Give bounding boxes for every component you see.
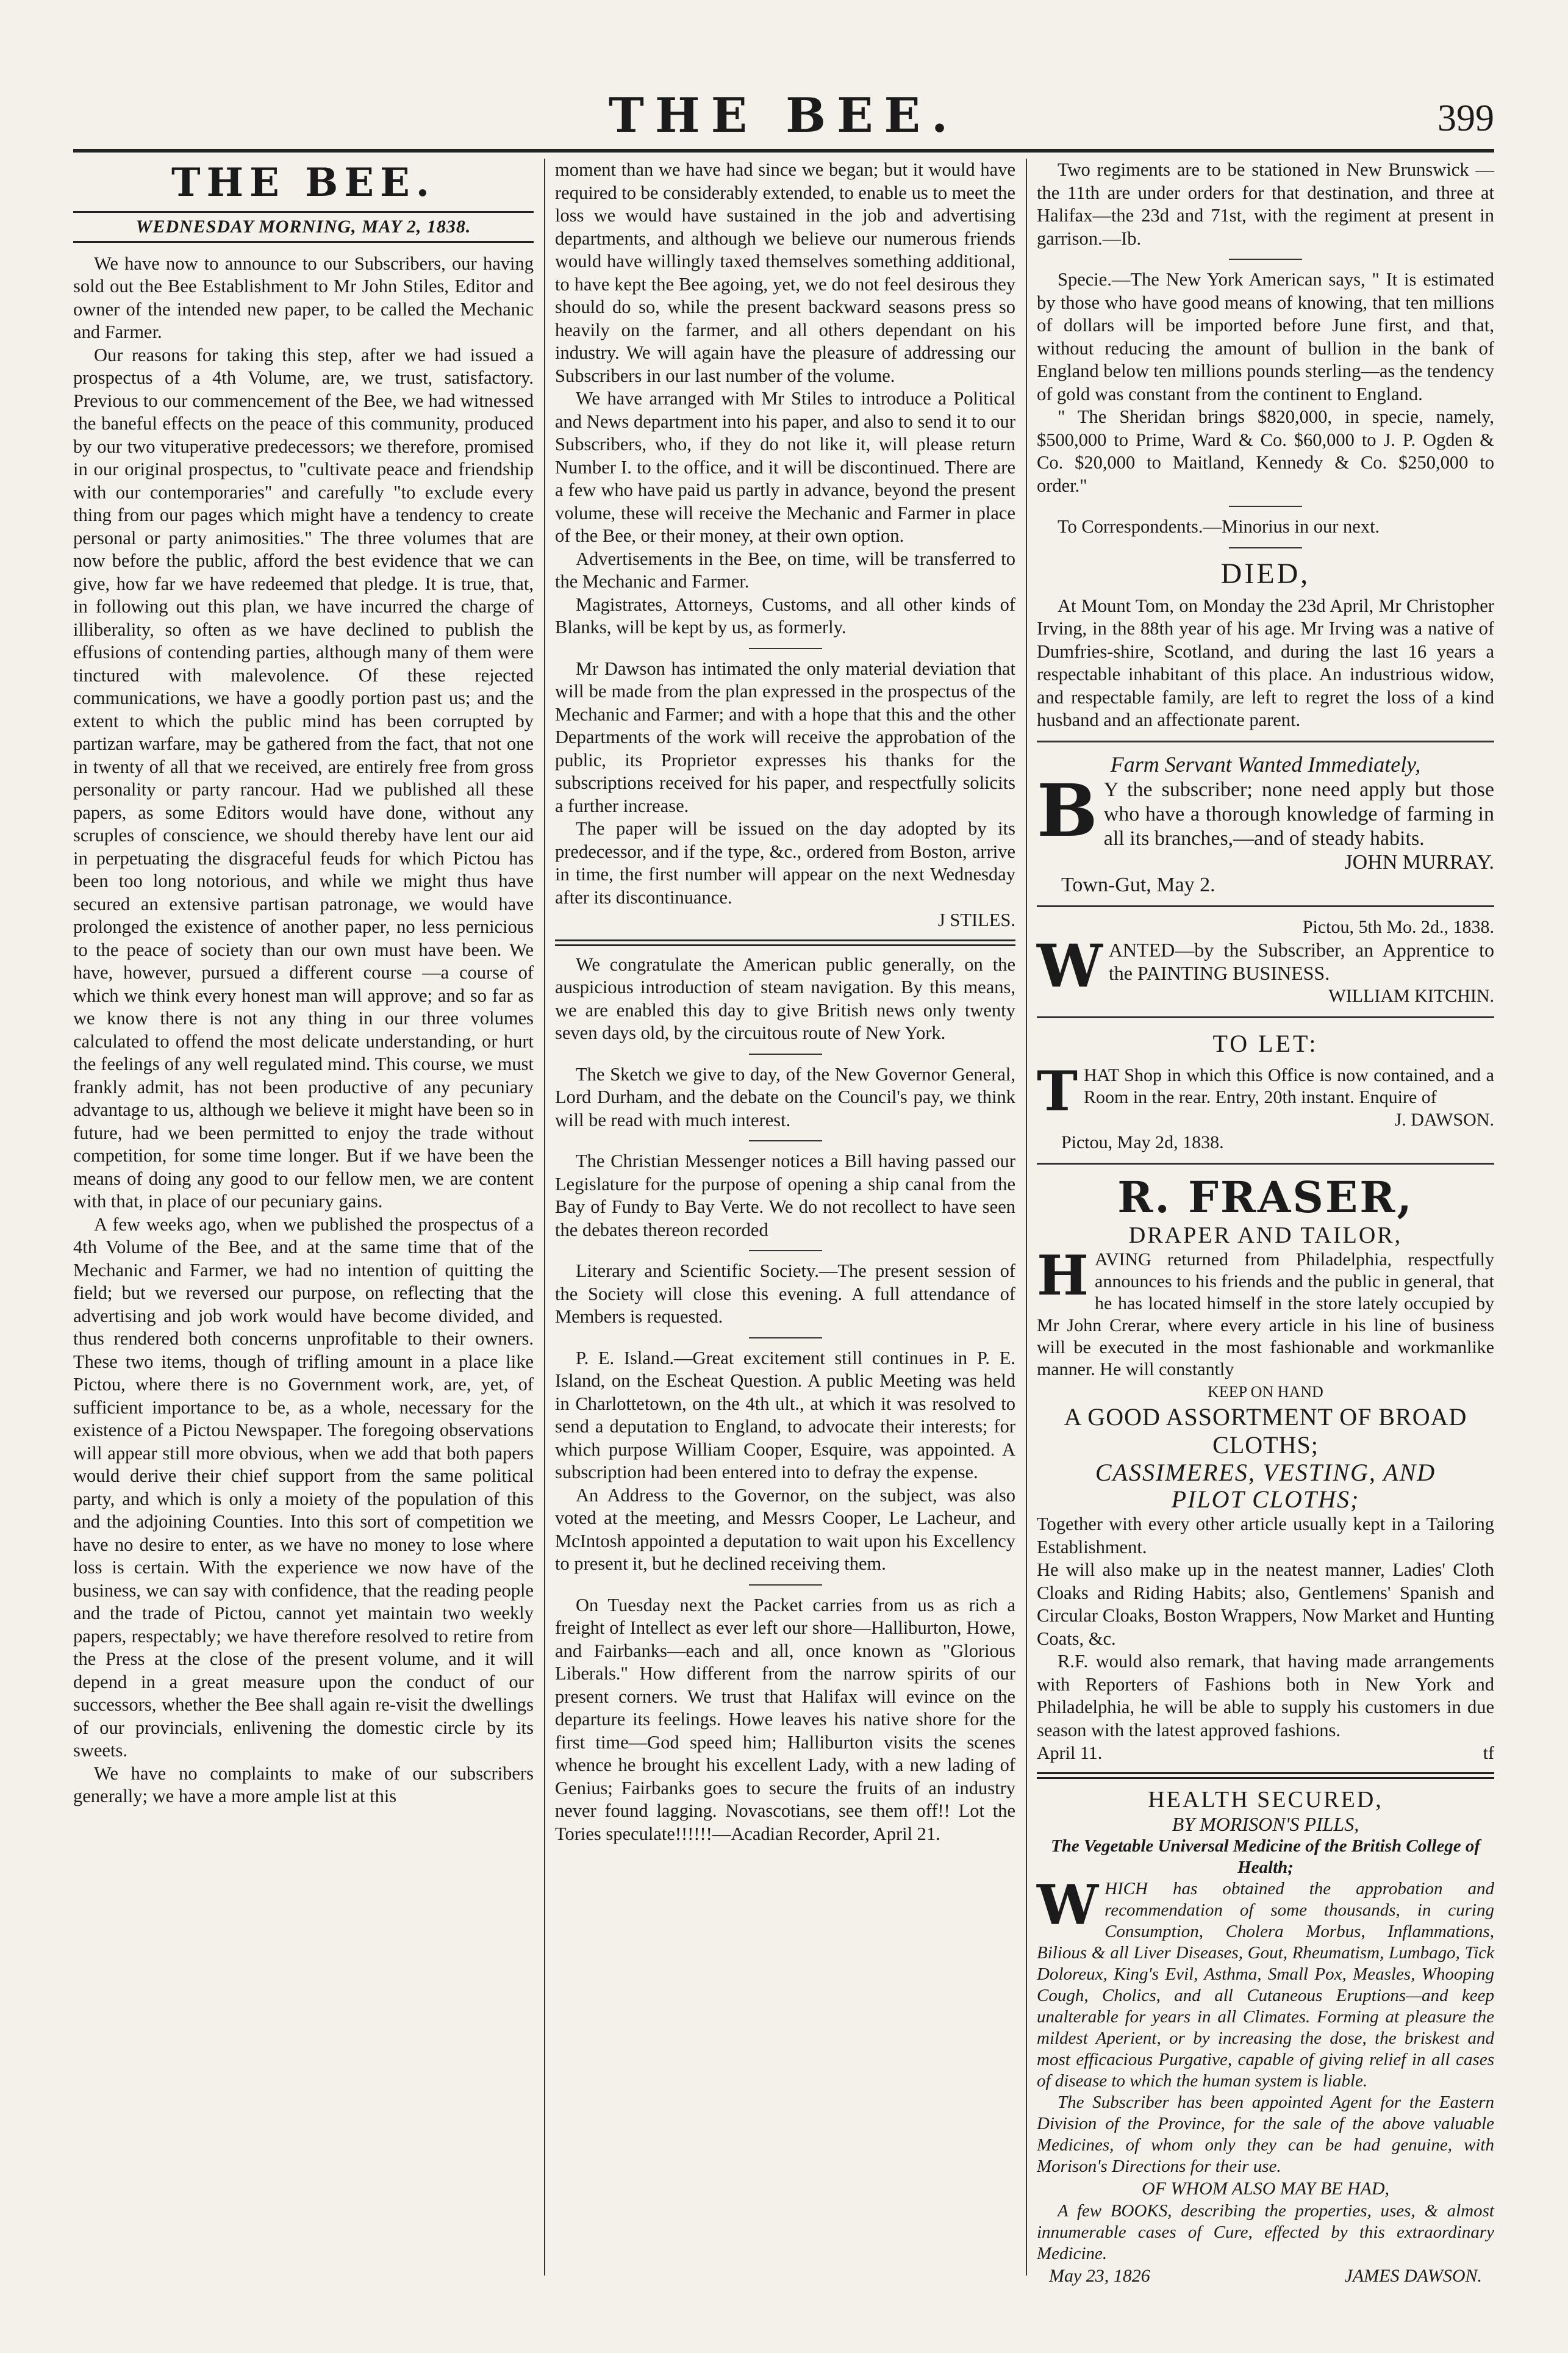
divider [1037, 905, 1494, 907]
divider [1229, 547, 1302, 548]
health-date: May 23, 1826 [1049, 2265, 1150, 2286]
fraser-paragraph: He will also make up in the neatest manner, Ladies' Cloth Cloaks and Riding Habits; also, Gentlemens' Spanish and Circular Cloaks, Boston Wrappers, Now Market and Hunting Coats, &c. [1037, 1559, 1494, 1649]
fraser-paragraph: R.F. would also remark, that having made arrangements with Reporters of Fashions both in New York and Philadelphia, he will be able to supply his customers in due season with the latest approved fashions. [1037, 1651, 1494, 1741]
divider [749, 1054, 822, 1055]
fraser-mark: tf [1483, 1743, 1494, 1763]
section-title: THE BEE. [171, 160, 436, 206]
obituary-paragraph: At Mount Tom, on Monday the 23d April, Mr Christopher Irving, in the 88th year of his age. Mr Irving was a native of Dumfries-shire, Scotland, and during the last 16 years a respectable inhabitant of this place. An industrious widow, and respectable family, are left to regret the loss of a kind husband and an affectionate parent. [1037, 595, 1494, 730]
column-divider-1 [544, 159, 545, 2276]
article-paragraph: moment than we have had since we began; but it would have required to be considerably extended, to enable us to meet the loss we would have sustained in the job and advertising departments, and although we believe our numerous friends would have willingly taxed themselves something additional, to have kept the Bee agoing, yet, we do not feel desirous they should do so, while the present backward seasons press so heavily on the farmer, and all others dependant on his industry. We will again have the pleasure of addressing our Subscribers in our last number of the volume. [555, 159, 1015, 386]
masthead-title: THE BEE. [608, 88, 959, 143]
wanted-ad-body: ANTED—by the Subscriber, an Apprentice to the PAINTING BUSINESS. [1108, 939, 1494, 984]
article-paragraph: We have arranged with Mr Stiles to introduce a Political and News department into his paper, and also to send it to our Subscribers, who, if they do not like it, will please return Number I. to the office, and it will be discontinued. There are a few who have paid us partly in advance, beyond the present volume, these will receive the Mechanic and Farmer in place of the Bee, or their money, at their own option. [555, 388, 1015, 546]
article-paragraph: A few weeks ago, when we published the prospectus of a 4th Volume of the Bee, and at the same time that of the Mechanic and Farmer, we had no intention of quitting the field; but we reversed our purpose, on reflecting that the advertising and job work would have become divided, and thus rendered both concerns unprofitable to their owners. These two items, though of trifling amount in a place like Pictou, where there is no Government work, are, yet, of sufficient importance to be, as a whole, necessary for the existence of a Pictou Newspaper. The foregoing observations will appear still more obvious, when we add that both papers would derive their chief support from the same political party, and which is only a moiety of the population of this and the adjoining Counties. Into this sort of competition we have no desire to enter, as we have no money to lose where loss is certain. With the experience we now have of the business, we can say with confidence, that the reading people and the trade of Pictou, cannot yet maintain two weekly papers, respectably; we have therefore resolved to retire from the Press at the close of the present volume, and it will depend in a great measure upon the conduct of our successors, whether the Bee shall again re-visit the dwellings of our provincials, enlivening the domestic circle by its sweets. [73, 1213, 534, 1761]
column-1 [73, 159, 534, 2276]
health-footer [1037, 2265, 1494, 2288]
article-paragraph: The paper will be issued on the day adopted by its predecessor, and if the type, &c., ordered from Boston, arrive in time, the first number will appear on the next Wednesday after its discontinuance. [555, 818, 1015, 908]
dropcap: B [1037, 767, 1098, 853]
health-paragraph: The Subscriber has been appointed Agent for the Eastern Division of the Province, for the sale of the above valuable Medicines, of whom only they can be had genuine, with Morison's Directions for their use. [1037, 2093, 1494, 2176]
article-paragraph: Specie.—The New York American says, " It is estimated by those who have good means of knowing, that ten millions of dollars will be imported before June first, and that, without reducing the amount of bullion in the bank of England below ten millions pounds sterling—as the tendency of gold was constant from the continent to England. [1037, 269, 1494, 404]
fraser-keep: KEEP ON HAND [1208, 1382, 1323, 1401]
double-rule [1037, 1772, 1494, 1779]
to-let-heading: TO LET: [1212, 1029, 1319, 1057]
fraser-assortment: A GOOD ASSORTMENT OF BROAD [1064, 1403, 1467, 1431]
article-paragraph: To Correspondents.—Minorius in our next. [1058, 516, 1380, 537]
article-paragraph: The Christian Messenger notices a Bill having passed our Legislature for the purpose of opening a ship canal from the Bay of Fundy to Bay Verte. We do not recollect to have seen the debates thereon recorded [555, 1151, 1015, 1240]
divider [749, 648, 822, 649]
masthead [73, 85, 1494, 146]
divider [1229, 259, 1302, 260]
health-signature: JAMES DAWSON. [1344, 2265, 1482, 2286]
to-let-body: HAT Shop in which this Office is now contained, and a Room in the rear. Entry, 20th instant. Enquire of [1083, 1065, 1494, 1107]
article-paragraph: Magistrates, Attorneys, Customs, and all other kinds of Blanks, will be kept by us, as formerly. [555, 594, 1015, 638]
died-heading: DIED, [1220, 557, 1311, 590]
dropcap: T [1037, 1058, 1078, 1124]
fraser-assortment: PILOT CLOTHS; [1171, 1485, 1360, 1513]
fraser-ad-body: AVING returned from Philadelphia, respectfully announces to his friends and the public in general, that he has located himself in the store lately occupied by Mr John Crerar, where every article in his line of business will be executed in the most fashionable and workmanlike manner. He will constantly [1037, 1249, 1494, 1379]
article-paragraph: Two regiments are to be stationed in New Brunswick — the 11th are under orders for that destination, and three at Halifax—the 23d and 71st, with the regiment at present in garrison.—Ib. [1037, 159, 1494, 249]
fraser-assortment: CASSIMERES, VESTING, AND [1095, 1459, 1436, 1486]
article-paragraph: The Sketch we give to day, of the New Governor General, Lord Durham, and the debate on the Council's pay, we think will be read with much interest. [555, 1063, 1015, 1130]
fraser-date: April 11. [1037, 1743, 1103, 1763]
article-paragraph: We have no complaints to make of our subscribers generally; we have a more ample list at this [73, 1762, 534, 1806]
health-by: BY MORISON'S PILLS, [1172, 1812, 1359, 1835]
divider [749, 1584, 822, 1586]
health-also: OF WHOM ALSO MAY BE HAD, [1141, 2179, 1390, 2199]
masthead-rule [73, 149, 1494, 153]
article-paragraph: Literary and Scientific Society.—The present session of the Society will close this evening. A full attendance of Members is requested. [555, 1260, 1015, 1327]
article-paragraph: We have now to announce to our Subscribers, our having sold out the Bee Establishment to Mr John Stiles, Editor and owner of the intended new paper, to be called the Mechanic and Farmer. [73, 253, 534, 342]
health-ad-body: HICH has obtained the approbation and recommendation of some thousands, in curing Consumption, Cholera Morbus, Inflammations, Bilious & all Liver Diseases, Gout, Rheumatism, Lumbago, Tick Doloreux, King's Evil, Asthma, Small Pox, Measles, Whooping Cough, Cholics, and all Cutaneous Eruptions—and keep unalterable for years in all Climates. Forming at pleasure the mildest Aperient, or by increasing the dose, the briskest and most efficacious Purgative, capable of giving relief in all cases of disease to which the human system is liable. [1037, 1879, 1494, 2091]
health-title: HEALTH SECURED, [1148, 1786, 1383, 1812]
divider [1037, 1016, 1494, 1018]
divider [1037, 741, 1494, 742]
article-paragraph: An Address to the Governor, on the subject, was also voted at the meeting, and Messrs Cooper, Le Lacheur, and McIntosh appointed a deputation to wait upon his Excellency to present it, but he declined receiving them. [555, 1484, 1015, 1574]
page-number: 399 [1437, 98, 1494, 139]
divider [1037, 1163, 1494, 1165]
farm-ad [1037, 767, 1494, 853]
fraser-ad-name: R. FRASER, [1117, 1171, 1414, 1223]
dropcap: W [1037, 932, 1103, 1000]
column-3 [1037, 159, 1494, 2286]
divider [749, 1250, 822, 1251]
divider [1229, 506, 1302, 507]
article-paragraph: Advertisements in the Bee, on time, will be transferred to the Mechanic and Farmer. [555, 548, 1015, 592]
wanted-ad-date: Pictou, 5th Mo. 2d., 1838. [1302, 916, 1494, 937]
newspaper-page [73, 67, 1494, 2300]
column-divider-2 [1026, 159, 1027, 2276]
dropcap: H [1037, 1243, 1089, 1308]
dateline: WEDNESDAY MORNING, MAY 2, 1838. [73, 211, 534, 243]
column-2 [555, 159, 1015, 2276]
article-paragraph: On Tuesday next the Packet carries from us as rich a freight of Intellect as ever left our shore—Halliburton, Howe, and Fairbanks—each and all, once known as "Glorious Liberals." How different from the narrow spirits of our present corners. We trust that Halifax will evince on the departure its feelings. Howe leaves his native shore for the first time—God speed him; Halliburton visits the scenes whence he brought his excellent Lady, with a new lading of Genius; Fairbanks goes to secure the fruits of an industry never found lagging. Novascotians, see them off!! Lot the Tories speculate!!!!!!—Acadian Recorder, April 21. [555, 1594, 1015, 1844]
to-let-place: Pictou, May 2d, 1838. [1061, 1132, 1224, 1152]
divider [749, 1140, 822, 1141]
farm-ad-body: Y the subscriber; none need apply but those who have a thorough knowledge of farming in all its branches,—and of steady habits. [1103, 778, 1494, 850]
fraser-assortment: CLOTHS; [1212, 1431, 1319, 1459]
fraser-ad [1037, 1243, 1494, 1381]
wanted-ad-signature: WILLIAM KITCHIN. [1328, 986, 1494, 1006]
dropcap: W [1037, 1873, 1099, 1938]
article-paragraph: Our reasons for taking this step, after we had issued a prospectus of a 4th Volume, are, we trust, satisfactory. Previous to our commencement of the Bee, we had witnessed the baneful effects on the peace of this community, produced by our two vituperative predecessors; we therefore, promised in our original prospectus, to "cultivate peace and friendship with our contemporaries" and carefully "to exclude every thing from our pages which might have a tendency to create personal or party animosities." The three volumes that are now before the public, afford the best evidence that we can give, how far we have redeemed that pledge. It is true, that, in following out this plan, we have incurred the charge of illiberality, so often as we have declined to publish the effusions of contending parties, although many of them were tinctured with malevolence. Of these rejected communications, we have a goodly portion past us; and the extent to which the public mind has been corrupted by partizan warfare, may be gathered from the fact, that not one in twenty of all that we received, are entirely free from gross personality or party rancour. Had we published all these papers, as some Editors would have done, without any scruples of conscience, we should thereby have lent our aid in perpetuating the disgraceful feuds for which Pictou has been too long notorious, and while we might thus have secured an extensive partisan patronage, we would have prolonged the existence of another paper, no less pernicious to the peace of society than our own must have been. We have, however, pursued a different course —a course of which we think every honest man will approve; and so far as we know there is not any thing in our three volumes calculated to offend the most delicate understanding, or hurt the feelings of any well regulated mind. This course, we must frankly admit, has not been productive of any pecuniary advantage to us, although we believe it might have been so in future, had we been permitted to enjoy the trade without competition, for some time longer. But if we have been the means of doing any good to our fellow men, we are content with that, in place of our pecuniary gains. [73, 344, 534, 1212]
health-subtitle: The Vegetable Universal Medicine of the British College of Health; [1050, 1836, 1480, 1877]
article-paragraph: Mr Dawson has intimated the only material deviation that will be made from the plan expressed in the prospectus of the Mechanic and Farmer; and with a hope that this and the other Departments of the work will receive the approbation of the public, its Proprietor expresses his thanks for the subscriptions received for his paper, and respectfully solicits a further increase. [555, 658, 1015, 816]
farm-ad-signature: JOHN MURRAY. [1344, 850, 1494, 874]
divider [749, 1337, 822, 1338]
health-paragraph: A few BOOKS, describing the properties, uses, & almost innumerable cases of Cure, effected by this extraordinary Medicine. [1037, 2200, 1494, 2263]
article-paragraph: " The Sheridan brings $820,000, in specie, namely, $500,000 to Prime, Ward & Co. $60,000 to J. P. Ogden & Co. $20,000 to Maitland, Kennedy & Co. $250,000 to order." [1037, 406, 1494, 496]
fraser-footer [1037, 1742, 1494, 1765]
fraser-paragraph: Together with every other article usually kept in a Tailoring Establishment. [1037, 1514, 1494, 1557]
fraser-ad-trade: DRAPER AND TAILOR, [1128, 1222, 1403, 1248]
article-paragraph: We congratulate the American public generally, on the auspicious introduction of steam navigation. By this means, we are enabled this day to give British news only twenty seven days old, by the circuitous route of New York. [555, 954, 1015, 1043]
to-let-signature: J. DAWSON. [1394, 1109, 1494, 1130]
health-ad [1037, 1873, 1494, 2092]
article-paragraph: P. E. Island.—Great excitement still continues in P. E. Island, on the Escheat Question. A public Meeting was held in Charlottetown, on the 4th ult., at which it was resolved to send a deputation to England, to advocate their interests; for which purpose William Cooper, Esquire, was appointed. A subscription had been entered into to defray the expense. [555, 1347, 1015, 1482]
farm-ad-place: Town-Gut, May 2. [1061, 874, 1215, 896]
signature: J STILES. [937, 910, 1015, 930]
double-rule [555, 939, 1015, 946]
farm-ad-title: Farm Servant Wanted Immediately, [1110, 752, 1421, 777]
